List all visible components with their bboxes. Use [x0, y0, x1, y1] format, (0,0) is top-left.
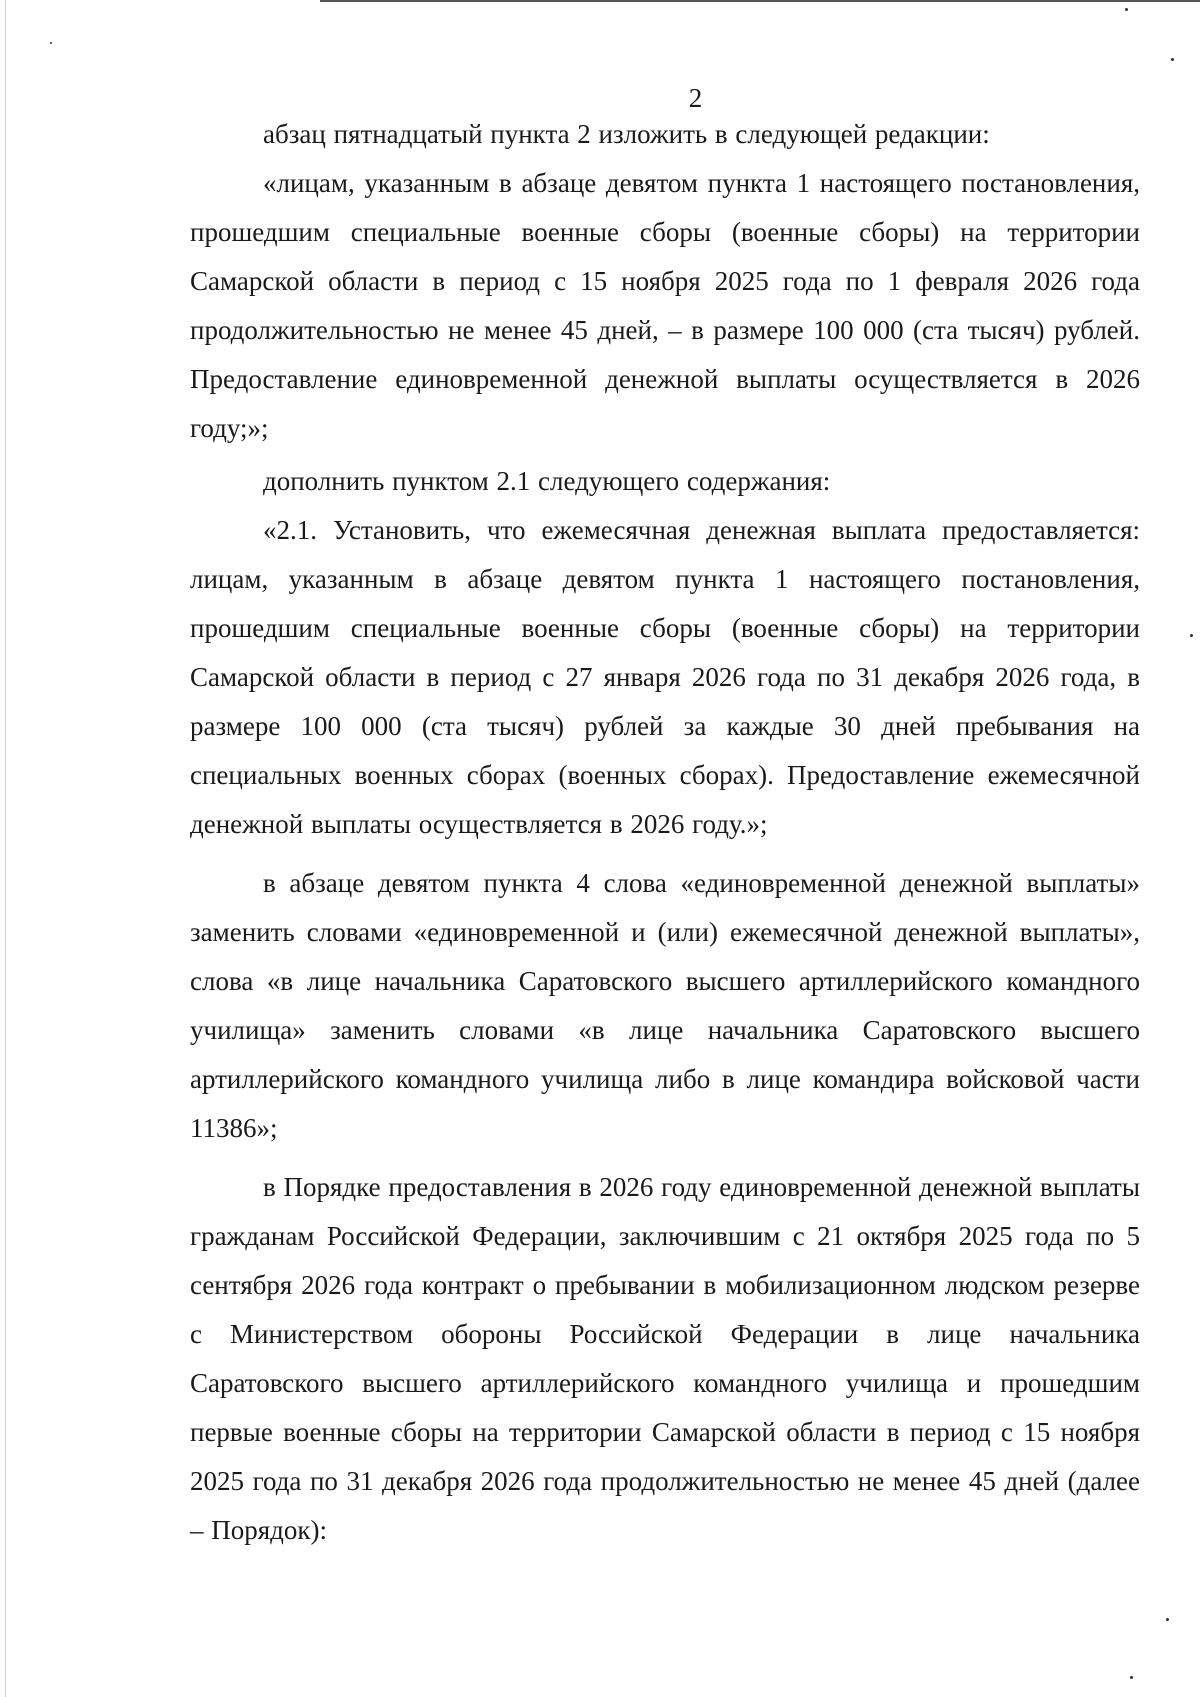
- paragraph-monthly-payment: «2.1. Установить, что ежемесячная денежная выплата предоставляется: лицам, указанным в абзаце девятом пункта 1 настоящего постановления, прошедшим специальные военные сборы (военные сборы) на территории Самарской области в период с 27 января 2026 года по 31 декабря 2026 года, в размере 100 000 (ста тысяч) рублей за каждые 30 дней пребывания на специальных военных сборах (военных сборах). Предоставление ежемесячной денежной выплаты осуществляется в 2026 году.»;: [190, 515, 1140, 839]
- paragraph-amend-clause-4: в абзаце девятом пункта 4 слова «единовременной денежной выплаты» заменить словами «единовременной и (или) ежемесячной денежной выплаты», слова «в лице начальника Саратовского высшего артиллерийского командного училища» заменить словами «в лице начальника Саратовского высшего артиллерийского командного училища либо в лице командира войсковой части 11386»;: [190, 868, 1140, 1143]
- paragraph-lump-sum-payment: «лицам, указанным в абзаце девятом пункта 1 настоящего постановления, прошедшим специальные военные сборы (военные сборы) на территории Самарской области в период с 15 ноября 2025 года по 1 февраля 2026 года продолжительностью не менее 45 дней, – в размере 100 000 (ста тысяч) рублей. Предоставление единовременной денежной выплаты осуществляется в 2026 году;»;: [190, 168, 1140, 443]
- scan-speck: [1171, 58, 1174, 61]
- scan-speck: [1130, 1676, 1133, 1679]
- paragraph-procedure: в Порядке предоставления в 2026 году единовременной денежной выплаты гражданам Российской Федерации, заключившим с 21 октября 2025 года по 5 сентября 2026 года контракт о пребывании в мобилизационном людском резерве с Министерством обороны Российской Федерации в лице начальника Саратовского высшего артиллерийского командного училища и прошедшим первые военные сборы на территории Самарской области в период с 15 ноября 2025 года по 31 декабря 2026 года продолжительностью не менее 45 дней (далее – Порядок):: [190, 1172, 1140, 1545]
- page-number: 2: [688, 83, 703, 113]
- scan-speck: [50, 42, 52, 44]
- scan-speck: [1125, 8, 1128, 11]
- scan-speck: [1166, 1618, 1169, 1621]
- scan-speck: [1190, 634, 1193, 637]
- scan-left-edge-line: [5, 0, 6, 1697]
- scan-top-edge-line: [320, 0, 1200, 2]
- document-body: [190, 110, 1140, 1555]
- paragraph-add-clause-2-1: дополнить пунктом 2.1 следующего содержания:: [263, 466, 831, 496]
- paragraph-amend-clause-15: абзац пятнадцатый пункта 2 изложить в следующей редакции:: [263, 119, 990, 149]
